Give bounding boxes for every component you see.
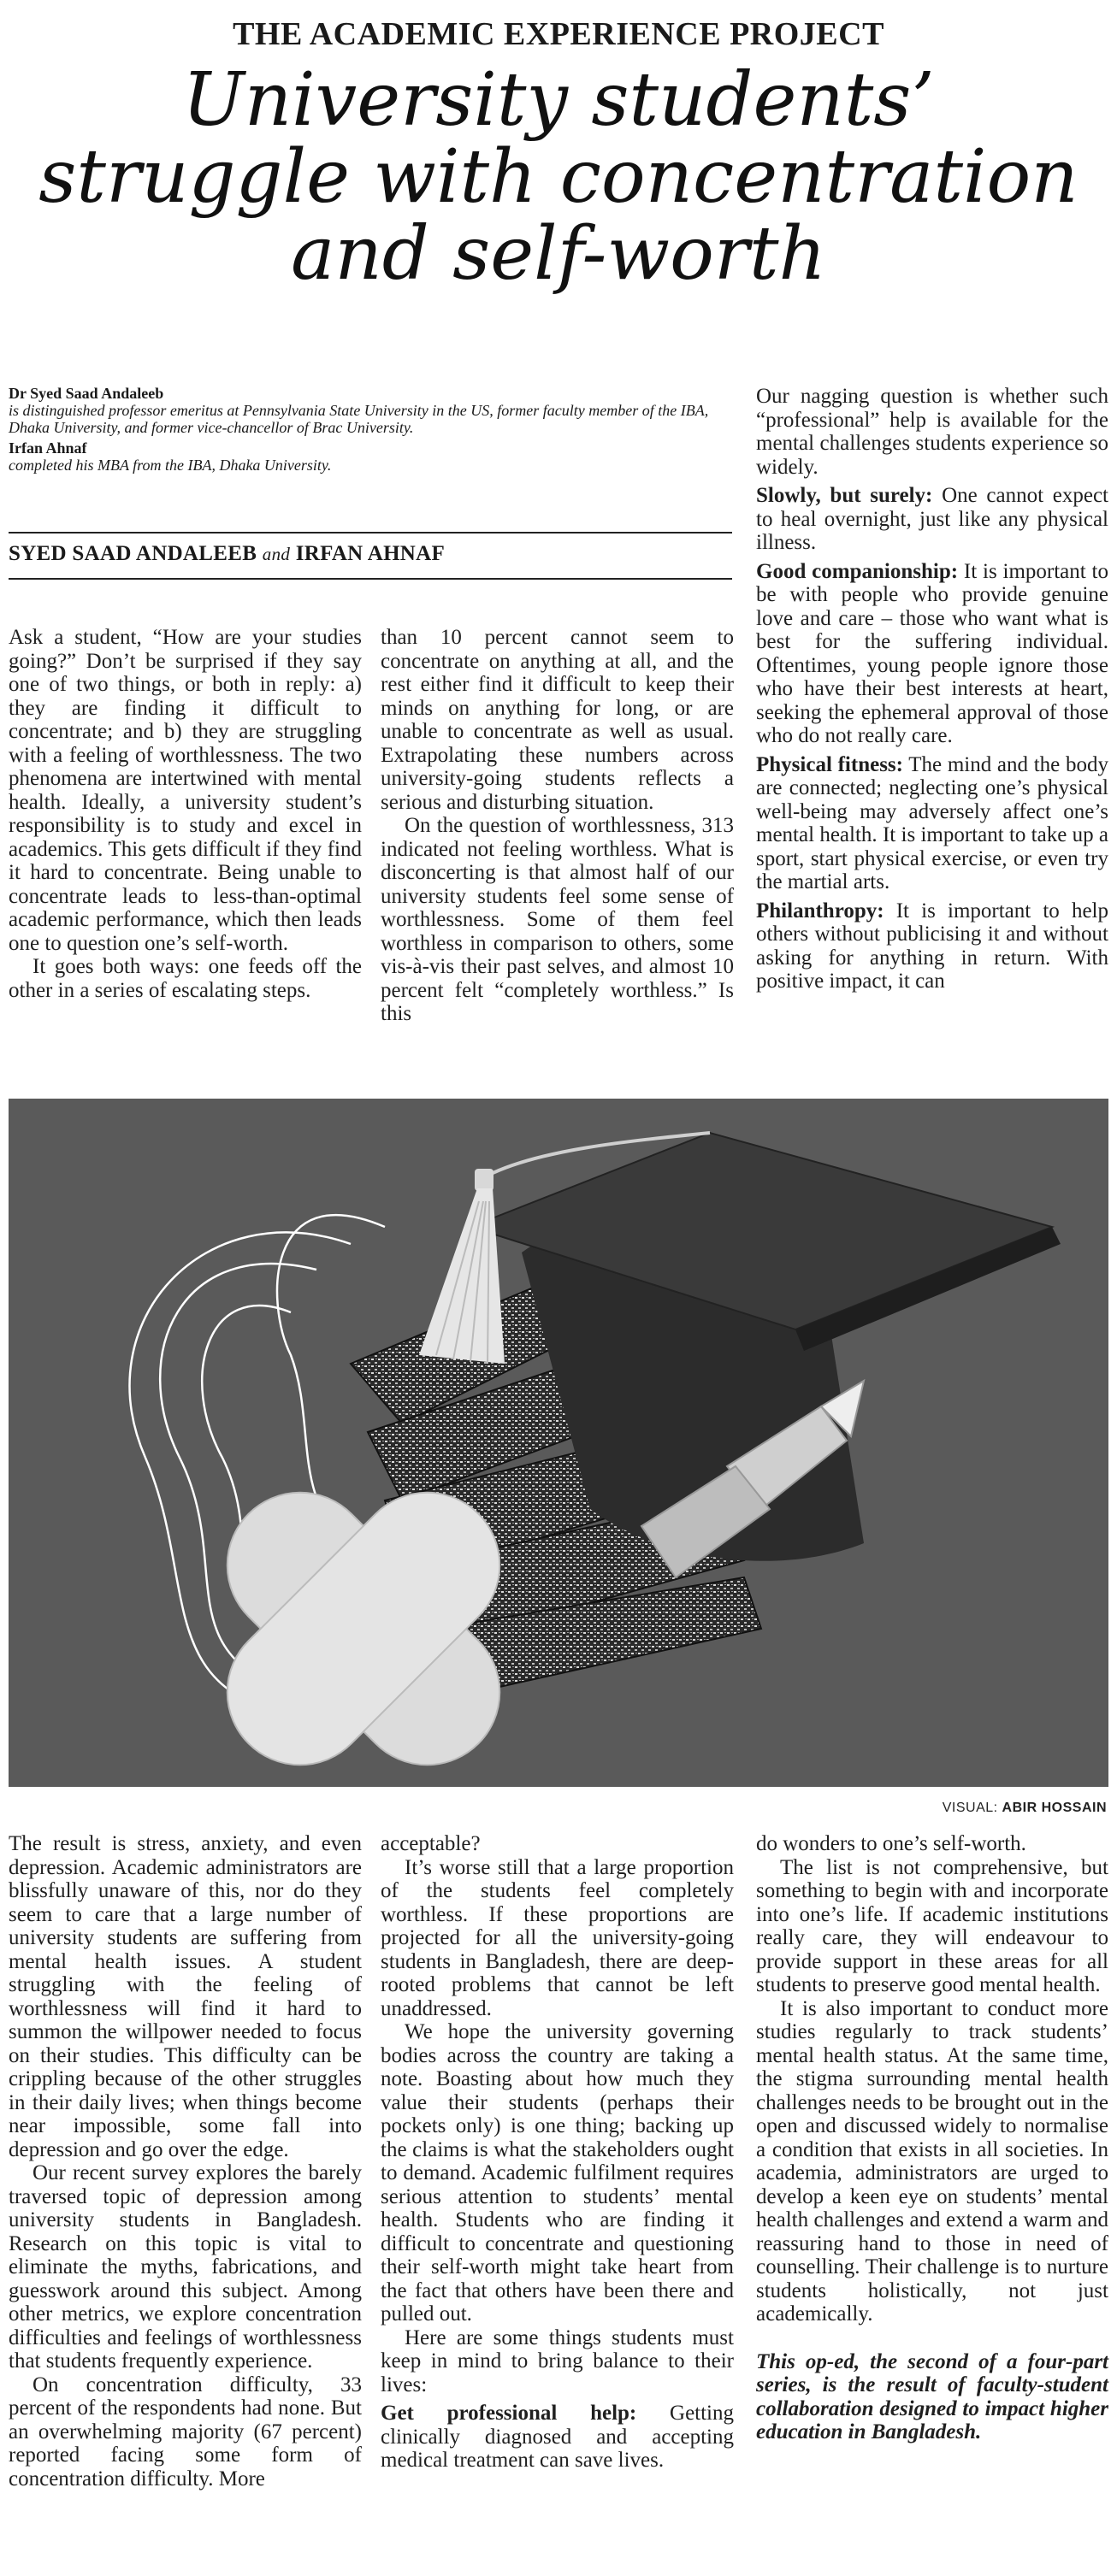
paragraph: It’s worse still that a large proportion of the students feel completely worthless. If these proportions are projected for all the university-going students in Bangladesh, there are deep-rooted problems that cannot be left unaddressed. (381, 1855, 734, 2020)
divider-bottom (9, 578, 732, 580)
tip-label: Get professional help: (381, 2402, 637, 2425)
paragraph: On concentration difficulty, 33 percent of the respondents had none. But an overwhelming majority (67 percent) reported facing some form of concentration difficulty. More (9, 2373, 362, 2491)
author-name: Dr Syed Saad Andaleeb (9, 385, 164, 402)
bottom-column-1 (9, 1832, 362, 2491)
top-column-2 (381, 626, 734, 1026)
top-column-1 (9, 626, 362, 1002)
article-headline (0, 57, 1117, 297)
graduation-cap-illustration (9, 1099, 1108, 1787)
paragraph: The result is stress, anxiety, and even depression. Academic administrators are blissfully unaware of this, nor do they seem to care that a large number of university students are suffering from mental health issues. A student struggling with the feeling of worthlessness will find it hard to summon the willpower needed to focus on their studies. This difficulty can be crippling because of the other struggles in their daily lives; when things become near impossible, some fall into depression and go over the edge. (9, 1832, 362, 2161)
tip-label: Good companionship: (756, 559, 959, 583)
bottom-column-3 (756, 1832, 1108, 2444)
tip-text: The mind and the body are connected; neglecting one’s physical well-being may adversely affect one’s mental health. It is important to take up a sport, start physical exercise, or even try the martial arts. (756, 752, 1108, 893)
tip-text: Getting clinically diagnosed and accepting medical treatment can save lives. (381, 2402, 734, 2472)
illustration-credit (943, 1801, 1107, 1816)
author-name: Irfan Ahnaf (9, 439, 87, 457)
tip-item (756, 899, 1108, 993)
paragraph: Ask a student, “How are your studies going?” Don’t be surprised if they say one of two things, or both in reply: a) they are finding it difficult to concentrate; and b) they are struggling with a feeling of worthlessness. The two phenomena are intertwined with mental health. Ideally, a university student’s responsibility is to study and excel in academics. This gets difficult if they find it hard to concentrate. Being unable to concentrate leads to less-than-optimal academic performance, which then leads one to question one’s self-worth. (9, 626, 362, 955)
paragraph: It is also important to conduct more studies regularly to track students’ mental health status. At the same time, the stigma surrounding mental health challenges needs to be brought out in the open and discussed widely to normalise a condition that exists in all societies. In academia, administrators are urged to develop a keen eye on students’ mental health challenges and extend a warm and reassuring hand to those in need of counselling. Their challenge is to nurture students holistically, not just academically. (756, 1996, 1108, 2325)
section-kicker: THE ACADEMIC EXPERIENCE PROJECT (233, 16, 884, 52)
divider-top (9, 532, 732, 533)
headline-line-3: and self-worth (291, 211, 826, 297)
paragraph: Here are some things students must keep in mind to bring balance to their lives: (381, 2325, 734, 2396)
paragraph: do wonders to one’s self-worth. (756, 1832, 1026, 1855)
tip-label: Slowly, but surely: (756, 484, 933, 507)
author-bio-1 (9, 385, 717, 436)
article-endnote: This op-ed, the second of a four-part series, is the result of faculty-student collaboration designed to impact higher education in Bangladesh. (756, 2349, 1108, 2443)
tip-label: Philanthropy: (756, 899, 884, 923)
tip-text: It is important to help others without publicising it and without asking for anything in return. With positive impact, it can (756, 899, 1108, 993)
byline-author-2: IRFAN AHNAF (295, 542, 446, 565)
tip-item (756, 560, 1108, 748)
tip-item (381, 2402, 734, 2473)
byline (9, 542, 445, 566)
paragraph: We hope the university governing bodies across the country are taking a note. Boasting about how much they value their students (perhaps their pockets only) is one thing; backing up the claims is what the stakeholders ought to demand. Academic fulfilment requires serious attention to students’ mental health. Students who are finding it difficult to concentrate and questioning their self-worth might take heart from the fact that others have been there and pulled out. (381, 2020, 734, 2325)
byline-author-1: SYED SAAD ANDALEEB (9, 542, 257, 565)
paragraph: The list is not comprehensive, but something to begin with and incorporate into one’s life. If academic institutions really care, they will endeavour to provide support in these areas for all students to preserve good mental health. (756, 1855, 1108, 1996)
author-bios (9, 385, 717, 474)
tip-text: One cannot expect to heal overnight, just like any physical illness. (756, 484, 1108, 554)
bottom-column-2 (381, 1832, 734, 2473)
paragraph: acceptable? (381, 1832, 481, 1855)
credit-name: ABIR HOSSAIN (1002, 1801, 1107, 1815)
paragraph: Our nagging question is whether such “professional” help is available for the mental challenges students experience so widely. (756, 385, 1108, 479)
article-illustration (9, 1099, 1108, 1787)
paragraph: Our recent survey explores the barely traversed topic of depression among university students in Bangladesh. Research on this topic is vital to eliminate the myths, fabrications, and guesswork around this subject. Among other metrics, we explore concentration difficulties and feelings of worthlessness that students frequently experience. (9, 2161, 362, 2373)
author-description: completed his MBA from the IBA, Dhaka University. (9, 457, 332, 474)
credit-label: VISUAL: (942, 1801, 998, 1815)
headline-line-2: struggle with concentration (38, 134, 1079, 220)
tip-item (756, 484, 1108, 555)
paragraph: than 10 percent cannot seem to concentrate on anything at all, and the rest either find it difficult to keep their minds on anything for long, or are unable to concentrate as well as usual. Extrapolating these numbers across university-going students reflects a serious and disturbing situation. (381, 626, 734, 814)
byline-conjunction: and (262, 544, 291, 564)
headline-line-1: University students’ (182, 57, 935, 143)
paragraph: It goes both ways: one feeds off the other in a series of escalating steps. (9, 955, 362, 1002)
author-bio-2 (9, 439, 717, 474)
tip-item (756, 753, 1108, 894)
top-column-3 (756, 385, 1108, 993)
author-description: is distinguished professor emeritus at Pennsylvania State University in the US, former faculty member of the IBA, Dhaka University, and former vice-chancellor of Brac University. (9, 402, 709, 436)
tip-label: Physical fitness: (756, 752, 903, 776)
paragraph: On the question of worthlessness, 313 indicated not feeling worthless. What is disconcerting is that almost half of our university students feel some sense of worthlessness. Some of them feel worthless in comparison to others, some vis-à-vis their past selves, and almost 10 percent felt “completely worthless.” Is this (381, 814, 734, 1025)
tip-text: It is important to be with people who provide genuine love and care – those who want what is best for the suffering individual. Oftentimes, young people ignore those who have their best interests at heart, seeking the ephemeral approval of those who do not really care. (756, 559, 1108, 747)
